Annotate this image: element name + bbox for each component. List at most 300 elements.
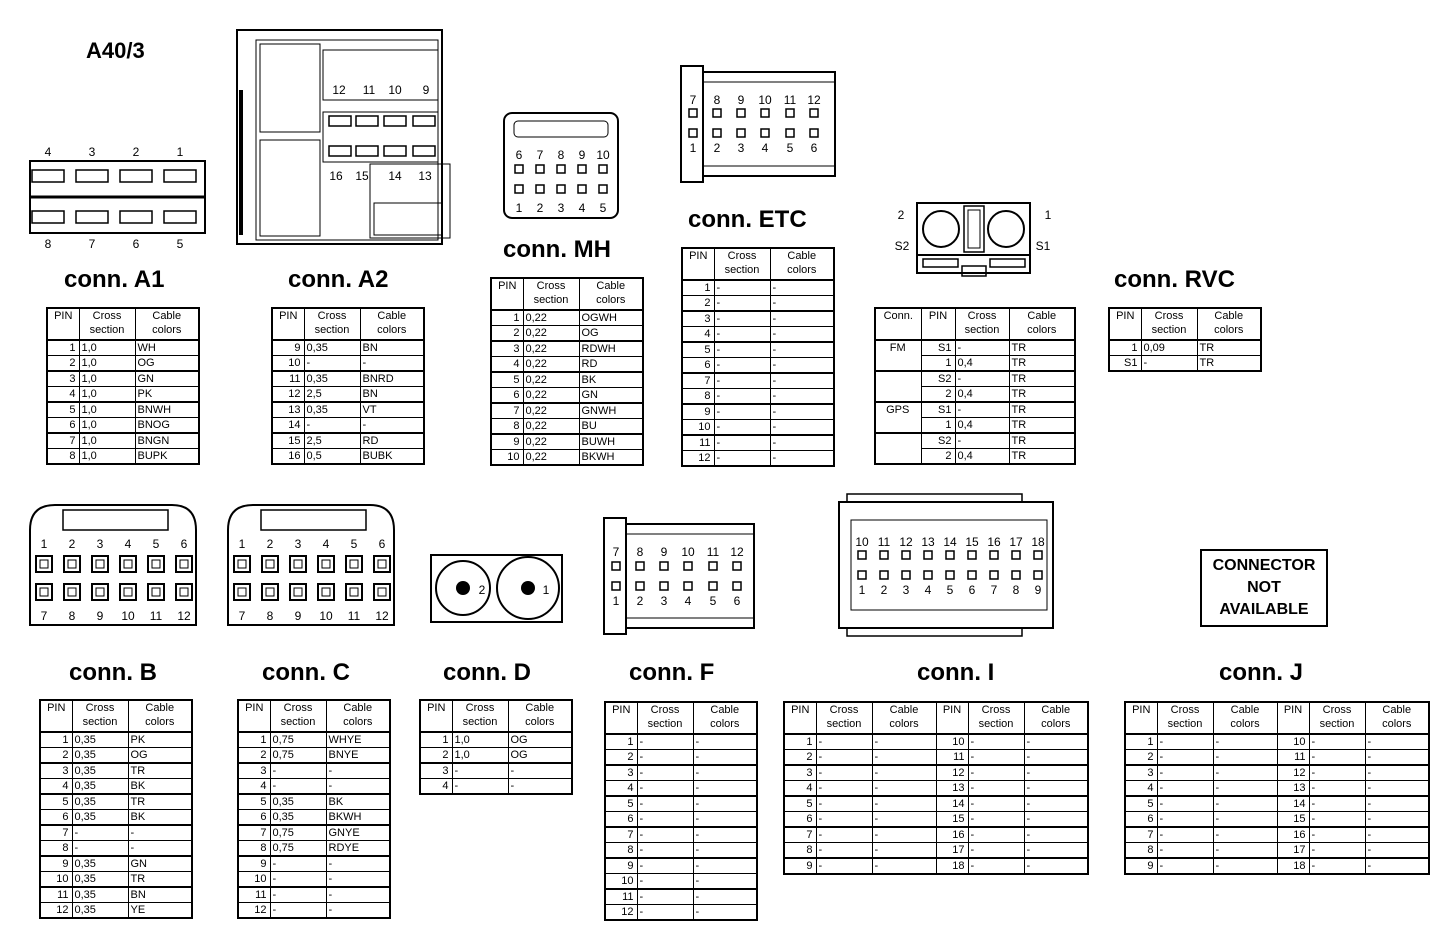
table-cell: WH — [135, 340, 199, 356]
table-row — [272, 356, 424, 372]
table-row — [605, 889, 757, 905]
pin-label: 14 — [943, 535, 957, 549]
table-cell: 0,35 — [270, 810, 326, 826]
table-cell: - — [955, 433, 1009, 449]
pin-label: 3 — [96, 537, 104, 551]
pin-cavity — [880, 571, 888, 579]
table-cell: 10 — [1277, 734, 1309, 750]
table-row — [40, 903, 192, 919]
table-row — [682, 327, 834, 343]
table-cell: BK — [128, 779, 192, 795]
pin-cavity — [262, 584, 278, 600]
table-cell: - — [770, 311, 834, 327]
table-row — [875, 356, 1075, 372]
table-cell: 5 — [1125, 796, 1157, 812]
table-cell: 0,22 — [523, 403, 579, 419]
table-row — [420, 763, 572, 779]
table-row — [1125, 827, 1429, 843]
table-cell: BN — [360, 340, 424, 356]
pin-cavity — [356, 116, 378, 126]
pin-label: S2 — [894, 239, 910, 253]
table-cell: - — [1365, 812, 1429, 828]
pin-label: 1 — [515, 201, 523, 215]
table-cell: PK — [128, 732, 192, 748]
table-row — [47, 449, 199, 465]
pin-cavity — [32, 211, 64, 223]
table-conn-a1 — [46, 307, 200, 465]
pin-cavity — [120, 211, 152, 223]
table-row — [47, 433, 199, 449]
pin-cavity — [266, 588, 274, 596]
table-row — [40, 872, 192, 888]
pin-cavity — [164, 211, 196, 223]
table-cell: 4 — [420, 779, 452, 795]
table-cell: 16 — [1277, 827, 1309, 843]
table-cell: 0,4 — [955, 356, 1009, 372]
table-cell: 12 — [1277, 765, 1309, 781]
table-cell: - — [326, 887, 390, 903]
table-header: Cable colors — [1009, 308, 1075, 340]
table-cell: BUPK — [135, 449, 199, 465]
pin-label: 1 — [689, 141, 697, 155]
table-cell: - — [968, 858, 1024, 874]
table-cell: 7 — [605, 827, 637, 843]
pin-cavity — [68, 560, 76, 568]
table-cell — [875, 418, 921, 434]
table-cell: 0,35 — [304, 402, 360, 418]
table-row — [605, 843, 757, 859]
table-cell: 12 — [272, 387, 304, 403]
table-cell: 13 — [272, 402, 304, 418]
table-cell: 2 — [921, 449, 955, 465]
pin-cavity — [124, 560, 132, 568]
table-cell: 7 — [784, 827, 816, 843]
table-row — [784, 827, 1088, 843]
table-cell: - — [1141, 356, 1197, 372]
pin-label: 9 — [96, 609, 104, 623]
table-cell: - — [714, 358, 770, 374]
table-conn-i — [783, 701, 1089, 875]
pin-cavity — [76, 211, 108, 223]
table-cell: 0,5 — [304, 449, 360, 465]
table-row — [682, 389, 834, 405]
table-cell: 2 — [40, 748, 72, 764]
pin-label: 10 — [596, 148, 610, 162]
table-row — [238, 856, 390, 872]
table-cell: 6 — [40, 810, 72, 826]
table-row — [605, 750, 757, 766]
pin-label: 5 — [946, 583, 954, 597]
table-header: Cable colors — [326, 700, 390, 732]
pin-cavity — [709, 582, 717, 590]
table-cell: - — [1309, 734, 1365, 750]
table-row — [682, 420, 834, 436]
table-row — [420, 732, 572, 748]
table-cell: - — [968, 827, 1024, 843]
table-cell: - — [693, 827, 757, 843]
table-cell: - — [270, 856, 326, 872]
table-header: Cable colors — [135, 308, 199, 340]
table-cell: - — [1024, 750, 1088, 766]
pin-label: 4 — [322, 537, 330, 551]
pin-label: 11 — [347, 609, 361, 623]
table-cell: - — [637, 843, 693, 859]
table-cell: - — [693, 734, 757, 750]
pin-cavity — [378, 588, 386, 596]
table-cell: - — [1157, 765, 1213, 781]
table-cell: 10 — [491, 450, 523, 466]
pin-label: 8 — [636, 545, 644, 559]
pin-cavity — [290, 584, 306, 600]
table-cell: - — [1213, 765, 1277, 781]
pin-cavity — [124, 588, 132, 596]
pin-label: 12 — [332, 83, 346, 97]
table-cell: BNRD — [360, 371, 424, 387]
table-row — [420, 779, 572, 795]
pin-cavity — [152, 560, 160, 568]
table-row — [40, 810, 192, 826]
pin-label: 9 — [422, 83, 430, 97]
pin-cavity — [902, 571, 910, 579]
table-cell: 8 — [605, 843, 637, 859]
table-cell: - — [1213, 796, 1277, 812]
pin-label: 11 — [362, 83, 376, 97]
table-cell: 15 — [936, 812, 968, 828]
table-row — [40, 841, 192, 857]
table-row — [272, 418, 424, 434]
table-cell: - — [1024, 812, 1088, 828]
table-cell: 2 — [784, 750, 816, 766]
table-cell: - — [1213, 750, 1277, 766]
pin-cavity — [148, 584, 164, 600]
table-cell: - — [1024, 796, 1088, 812]
pin-cavity — [858, 571, 866, 579]
na-line-1: CONNECTOR — [1212, 557, 1316, 574]
pin-cavity — [322, 588, 330, 596]
table-row — [47, 387, 199, 403]
pin-label: 5 — [709, 594, 717, 608]
pin-label: 1 — [176, 145, 184, 159]
table-cell: BNGN — [135, 433, 199, 449]
table-cell: - — [1365, 843, 1429, 859]
table-header: Cross section — [1141, 308, 1197, 340]
title-conn-j: conn. J — [1219, 659, 1304, 686]
table-cell: TR — [1009, 449, 1075, 465]
title-conn-d: conn. D — [443, 659, 531, 686]
pin-cavity — [234, 556, 250, 572]
table-conn-etc — [681, 247, 835, 467]
table-cell: 14 — [272, 418, 304, 434]
table-cell: BK — [128, 810, 192, 826]
table-cell: BN — [128, 887, 192, 903]
table-cell: 2 — [420, 748, 452, 764]
table-row — [784, 796, 1088, 812]
table-row — [491, 341, 643, 357]
pin-label: 2 — [266, 537, 274, 551]
pin-cavity — [599, 165, 607, 173]
pin-label: 2 — [536, 201, 544, 215]
pin-label: 16 — [987, 535, 1001, 549]
table-cell: BUBK — [360, 449, 424, 465]
pin-label: 1 — [612, 594, 620, 608]
table-cell: 0,4 — [955, 418, 1009, 434]
table-cell: - — [968, 734, 1024, 750]
table-cell: 4 — [238, 779, 270, 795]
pin-label: 9 — [578, 148, 586, 162]
pin-label: 1 — [238, 537, 246, 551]
table-row — [47, 340, 199, 356]
table-cell: 4 — [784, 781, 816, 797]
table-cell: - — [968, 765, 1024, 781]
table-row — [605, 858, 757, 874]
table-cell: 10 — [40, 872, 72, 888]
pin-label: 3 — [660, 594, 668, 608]
pin-label: 16 — [329, 169, 343, 183]
pin-cavity — [384, 116, 406, 126]
table-cell: 12 — [605, 905, 637, 921]
table-cell: - — [304, 356, 360, 372]
pin-cavity — [536, 185, 544, 193]
pin-label: 2 — [897, 208, 905, 222]
table-cell: 5 — [491, 372, 523, 388]
table-row — [272, 387, 424, 403]
table-cell: - — [714, 435, 770, 451]
pin-label: 9 — [737, 93, 745, 107]
table-cell: - — [770, 404, 834, 420]
table-cell: - — [360, 418, 424, 434]
table-row — [605, 874, 757, 890]
pin-label: 3 — [737, 141, 745, 155]
table-cell: - — [452, 779, 508, 795]
table-cell: 15 — [272, 433, 304, 449]
table-cell: 0,35 — [72, 748, 128, 764]
table-cell: - — [128, 825, 192, 841]
table-cell: - — [872, 796, 936, 812]
pin-cavity — [810, 109, 818, 117]
pin-cavity — [40, 588, 48, 596]
table-row — [238, 810, 390, 826]
table-cell: - — [1309, 750, 1365, 766]
na-line-2: NOT — [1247, 579, 1281, 596]
table-header: PIN — [682, 248, 714, 280]
pin-label: 2 — [636, 594, 644, 608]
table-cell: - — [1309, 796, 1365, 812]
table-cell: - — [637, 812, 693, 828]
conn-etc-housing — [703, 72, 835, 176]
pin-cavity — [92, 584, 108, 600]
pin-cavity — [733, 582, 741, 590]
table-cell: 11 — [682, 435, 714, 451]
table-cell: BUWH — [579, 434, 643, 450]
pin-label: 8 — [44, 237, 52, 251]
table-row — [1125, 750, 1429, 766]
conn-b-housing — [30, 505, 196, 625]
table-cell: 1,0 — [79, 402, 135, 418]
table-cell: 1 — [420, 732, 452, 748]
table-row — [272, 433, 424, 449]
pin-cavity — [180, 588, 188, 596]
pin-label: 4 — [124, 537, 132, 551]
table-cell: TR — [1009, 433, 1075, 449]
pin-label: 3 — [902, 583, 910, 597]
table-cell: 0,22 — [523, 372, 579, 388]
table-cell: 1,0 — [79, 356, 135, 372]
na-line-3: AVAILABLE — [1219, 601, 1309, 618]
table-header: PIN — [420, 700, 452, 732]
table-cell: - — [714, 420, 770, 436]
table-cell: 6 — [605, 812, 637, 828]
pin-label: 9 — [660, 545, 668, 559]
table-cell: S1 — [1109, 356, 1141, 372]
pin-cavity — [737, 109, 745, 117]
table-cell: PK — [135, 387, 199, 403]
table-row — [491, 434, 643, 450]
table-header: Cable colors — [693, 702, 757, 734]
table-cell: 14 — [936, 796, 968, 812]
table-cell: - — [1365, 858, 1429, 874]
table-conn-b — [39, 699, 193, 919]
pin-cavity — [413, 116, 435, 126]
pin-label: 5 — [350, 537, 358, 551]
table-cell: GN — [128, 856, 192, 872]
pin-label: 7 — [990, 583, 998, 597]
table-header: PIN — [491, 278, 523, 310]
table-cell: - — [968, 843, 1024, 859]
pin-cavity — [636, 582, 644, 590]
table-cell: 16 — [936, 827, 968, 843]
table-cell: 0,35 — [72, 887, 128, 903]
table-cell: - — [968, 812, 1024, 828]
table-conn-a2 — [271, 307, 425, 465]
table-cell: - — [270, 903, 326, 919]
pin-label: 7 — [88, 237, 96, 251]
table-cell: - — [1024, 734, 1088, 750]
table-cell: 2 — [238, 748, 270, 764]
table-row — [47, 371, 199, 387]
table-cell: - — [1309, 843, 1365, 859]
table-row — [784, 765, 1088, 781]
table-cell: - — [872, 812, 936, 828]
table-cell: - — [955, 371, 1009, 387]
table-cell: 12 — [40, 903, 72, 919]
table-cell: - — [326, 903, 390, 919]
table-header: Cross section — [79, 308, 135, 340]
table-row — [605, 734, 757, 750]
pin-cavity — [578, 165, 586, 173]
table-cell: 7 — [238, 825, 270, 841]
table-cell: 1 — [605, 734, 637, 750]
table-cell: - — [714, 342, 770, 358]
table-cell: - — [872, 750, 936, 766]
table-cell: 0,22 — [523, 450, 579, 466]
table-row — [682, 280, 834, 296]
pin-label: 11 — [706, 545, 720, 559]
pin-label: 5 — [786, 141, 794, 155]
table-cell: 0,35 — [72, 763, 128, 779]
pin-cavity — [36, 556, 52, 572]
table-conn-c — [237, 699, 391, 919]
table-cell: 3 — [238, 763, 270, 779]
table-conn-j — [1124, 701, 1430, 875]
table-cell: OGWH — [579, 310, 643, 326]
table-cell: 16 — [272, 449, 304, 465]
table-cell: 13 — [936, 781, 968, 797]
pin-label: 8 — [68, 609, 76, 623]
table-cell: - — [1365, 827, 1429, 843]
pin-label: 5 — [599, 201, 607, 215]
table-cell: - — [326, 872, 390, 888]
pin-label: 7 — [40, 609, 48, 623]
table-row — [875, 418, 1075, 434]
table-cell: - — [1309, 827, 1365, 843]
table-cell: RDYE — [326, 841, 390, 857]
pin-label: 10 — [681, 545, 695, 559]
table-cell: OG — [128, 748, 192, 764]
table-row — [272, 340, 424, 356]
table-cell: 5 — [784, 796, 816, 812]
pin-cavity — [684, 562, 692, 570]
pin-cavity — [1012, 571, 1020, 579]
table-cell: 5 — [40, 794, 72, 810]
table-cell: - — [1157, 781, 1213, 797]
table-cell: 0,35 — [72, 810, 128, 826]
title-conn-c: conn. C — [262, 659, 350, 686]
table-row — [47, 402, 199, 418]
pin-label: 10 — [388, 83, 402, 97]
table-cell: 3 — [682, 311, 714, 327]
table-cell: - — [304, 418, 360, 434]
table-cell: - — [693, 796, 757, 812]
table-row — [272, 371, 424, 387]
table-cell: 4 — [47, 387, 79, 403]
pin-cavity — [294, 560, 302, 568]
table-cell: - — [816, 781, 872, 797]
table-cell: 0,09 — [1141, 340, 1197, 356]
table-cell: 9 — [682, 404, 714, 420]
table-row — [238, 887, 390, 903]
pin-label: 1 — [1044, 208, 1052, 222]
table-header: Cross section — [270, 700, 326, 732]
table-cell: - — [693, 812, 757, 828]
pin-label: 1 — [40, 537, 48, 551]
table-row — [491, 388, 643, 404]
table-cell: RD — [579, 357, 643, 373]
table-cell — [875, 433, 921, 449]
pin-label: 11 — [783, 93, 797, 107]
table-cell: TR — [1009, 356, 1075, 372]
table-row — [40, 887, 192, 903]
table-row — [784, 843, 1088, 859]
table-cell: 17 — [936, 843, 968, 859]
pin-label: 3 — [557, 201, 565, 215]
table-cell: - — [816, 765, 872, 781]
table-cell: 2 — [491, 326, 523, 342]
table-cell: - — [955, 340, 1009, 356]
table-cell: 7 — [682, 373, 714, 389]
table-cell: 8 — [40, 841, 72, 857]
table-cell: 7 — [1125, 827, 1157, 843]
table-cell: - — [872, 781, 936, 797]
pin-label: 1 — [858, 583, 866, 597]
table-cell: - — [637, 858, 693, 874]
pin-cavity — [599, 185, 607, 193]
table-cell: 11 — [238, 887, 270, 903]
pin-cavity — [660, 582, 668, 590]
table-cell: - — [326, 779, 390, 795]
table-cell: 1 — [491, 310, 523, 326]
table-cell: - — [1024, 858, 1088, 874]
table-header: Cross section — [955, 308, 1009, 340]
